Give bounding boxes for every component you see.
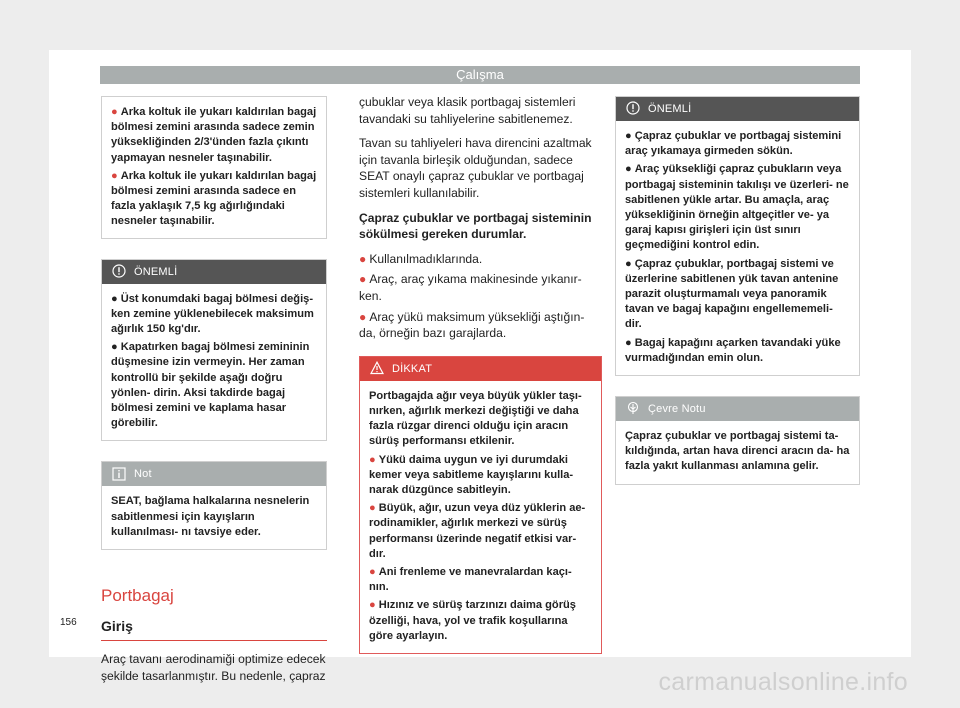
bullet-icon: ● — [111, 169, 118, 182]
sub-title: Giriş — [101, 618, 327, 641]
list-item: ● Üst konumdaki bagaj bölmesi değiş- ken zemine yüklenebilecek maksimum ağırlık 150 kg'dır. — [111, 292, 314, 336]
bullet-icon: ● — [625, 336, 632, 349]
body-paragraph: çubuklar veya klasik portbagaj sistemleri tavandaki su tahliyelerine sabitlenemez. — [359, 95, 576, 126]
bullet-icon: ● — [369, 453, 376, 466]
list-item: ● Araç, araç yıkama makinesinde yıkanır- ken. — [359, 272, 582, 303]
list-item: ● Arka koltuk ile yukarı kaldırılan bagaj bölmesi zemini arasında sadece zemin yüksekliğinden 2/3'ünden fazla çıkıntı yapmayan nesneler taşınabilir. — [111, 106, 317, 164]
list-item: ● Araç yükü maksimum yüksekliği aştığın- da, örneğin bazı garajlarda. — [359, 309, 585, 341]
onemli-box-header: ÖNEMLİ — [102, 260, 326, 284]
watermark: carmanualsonline.info — [658, 668, 908, 696]
exclamation-circle-icon — [112, 264, 126, 278]
list-item: ● Ani frenleme ve manevralardan kaçı- nın. — [369, 565, 572, 594]
note-text: Çapraz çubuklar ve portbagaj sistemi ta- kıldığında, artan hava direnci aracın da- ha fazla yakıt kullanması anlamına gelir. — [625, 430, 850, 473]
body-paragraph: Araç tavanı aerodinamiği optimize edecek şekilde tasarlanmıştır. Bu nedenle, çapraz — [101, 652, 326, 683]
column-right — [615, 96, 860, 505]
note-text: SEAT, bağlama halkalarına nesnelerin sabitlenmesi için kayışların kullanılması- nı tavsiye eder. — [111, 495, 310, 538]
bullet-icon: ● — [359, 309, 367, 324]
info-box-top — [101, 96, 327, 239]
list-item: ● Çapraz çubuklar, portbagaj sistemi ve üzerlerine sabitlenen yük tavan antenine parazit oluşturmamalı veya panoramik tavan ve bagaj kapağını engellememeli- dir. — [625, 257, 839, 331]
dikkat-box-body — [360, 381, 601, 653]
cevre-box-body — [616, 421, 859, 484]
warning-triangle-icon — [370, 361, 384, 375]
info-icon — [112, 467, 126, 481]
bullet-icon: ● — [369, 565, 376, 578]
not-box-body — [102, 486, 326, 549]
list-item: ● Kapatırken bagaj bölmesi zemininin düşmesine izin vermeyin. Her zaman kontrollü bir şekilde aşağı doğru yönlen- dirin. Aksi takdirde bagaj bölmesi zemini ve kaplama hasar görebilir. — [111, 341, 310, 430]
list-item: ● Arka koltuk ile yukarı kaldırılan bagaj bölmesi zemini arasında sadece en fazla yaklaşık 7,5 kg ağırlığındaki nesneler taşınabilir. — [111, 169, 317, 228]
bullet-icon: ● — [369, 502, 376, 515]
not-box — [101, 461, 327, 550]
bullet-icon: ● — [625, 130, 632, 142]
cevre-box-header: Çevre Notu — [616, 397, 859, 421]
bullet-icon: ● — [359, 272, 367, 287]
bullet-icon: ● — [625, 163, 632, 176]
bullet-icon: ● — [111, 292, 118, 305]
not-box-header: Not — [102, 462, 326, 486]
list-item: ● Büyük, ağır, uzun veya düz yüklerin ae- rodinamikler, ağırlık merkezi ve sürüş performansı üzerinde negatif etkisi var- dır. — [369, 502, 586, 560]
section-title: Portbagaj — [101, 586, 174, 606]
onemli-box-header: ÖNEMLİ — [616, 97, 859, 121]
list-item: ● Hızınız ve sürüş tarzınızı daima görüş özelliği, hava, yol ve trafik koşullarına göre ayarlayın. — [369, 599, 576, 642]
bullet-icon: ● — [359, 251, 367, 266]
onemli-box — [101, 259, 327, 442]
dikkat-box-header: DİKKAT — [360, 357, 601, 381]
subsection-heading: Çapraz çubuklar ve portbagaj sisteminin sökülmesi gereken durumlar. — [359, 210, 592, 242]
page-header-title: Çalışma — [100, 66, 860, 84]
dikkat-box — [359, 356, 602, 654]
exclamation-circle-icon — [626, 101, 640, 115]
onemli-box-body — [102, 284, 326, 441]
list-item: ● Bagaj kapağını açarken tavandaki yüke vurmadığından emin olun. — [625, 336, 841, 364]
list-item: ● Çapraz çubuklar ve portbagaj sistemini araç yıkamaya girmeden sökün. — [625, 130, 842, 158]
body-paragraph: Tavan su tahliyeleri hava direncini azaltmak için tavanla birleşik olduğundan, sadece SEAT onaylı çapraz çubuklar ve portbagaj sistemleri kullanılabilir. — [359, 136, 592, 200]
column-middle — [359, 96, 602, 674]
onemli-box-body — [616, 121, 859, 375]
page-number: 156 — [60, 617, 77, 628]
list-item: ● Yükü daima uygun ve iyi durumdaki kemer veya sabitleme kayışlarını kulla- narak düzgünce sabitleyin. — [369, 453, 574, 496]
bullet-icon: ● — [111, 341, 118, 354]
list-item: ● Araç yüksekliği çapraz çubukların veya portbagaj sisteminin takılışı ve üzerleri- ne sabitlenen yükle artar. Bu amaçla, araç yüksekliğinin örneğin altgeçitler ve- ya garaj kapısı girişleri için üst sınırı geçmediğini kontrol edin. — [625, 163, 849, 252]
bullet-icon: ● — [369, 599, 376, 612]
onemli-box — [615, 96, 860, 376]
column-left — [101, 96, 327, 692]
list-item: ● Kullanılmadıklarında. — [359, 251, 483, 266]
leaf-icon — [626, 401, 640, 415]
bullet-icon: ● — [625, 257, 632, 270]
warning-intro: Portbagajda ağır veya büyük yükler taşı- nırken, ağırlık merkezi değiştiği ve daha fazla rüzgar direnci olduğu için aracın sürüş performansı etkilenir. — [369, 389, 582, 448]
cevre-box — [615, 396, 860, 485]
bullet-icon: ● — [111, 106, 118, 118]
